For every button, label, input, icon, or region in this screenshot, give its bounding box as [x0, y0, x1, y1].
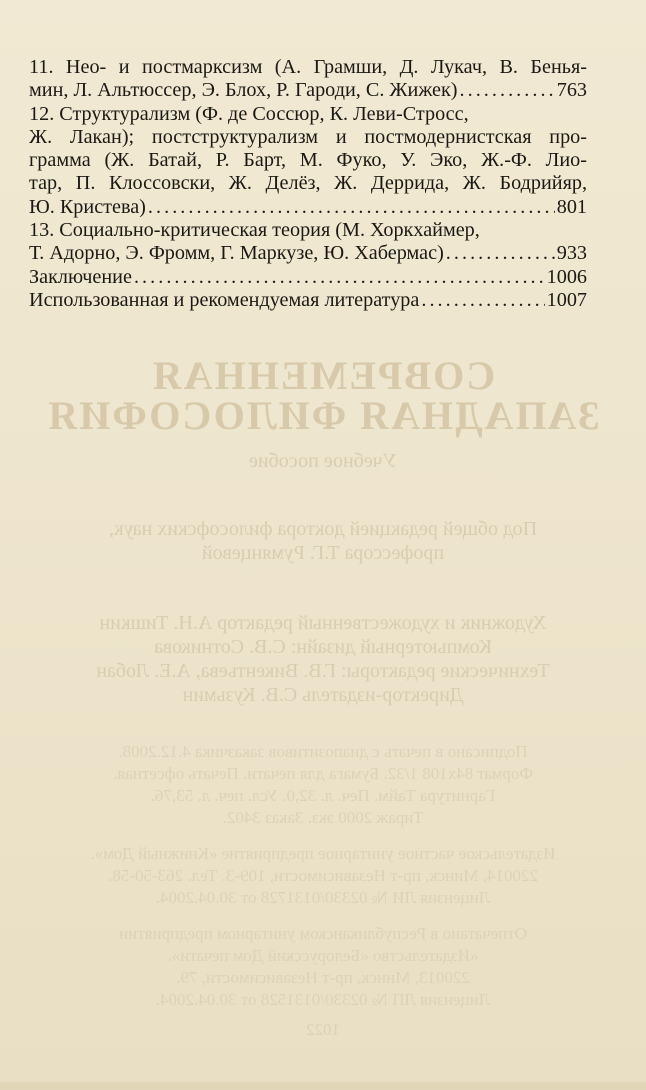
toc-entry-structuralism	[29, 103, 587, 219]
toc-line	[29, 103, 587, 126]
toc-page-number: 763	[556, 79, 587, 102]
toc-page-number: 1006	[546, 265, 587, 288]
toc-text: Т. Адорно, Э. Фромм, Г. Маркузе, Ю. Хабермас)	[29, 242, 444, 265]
toc-text: Ж. Лакан); постструктурализм и постмодернистская про-	[29, 125, 587, 148]
toc-text: 11. Нео- и постмарксизм (А. Грамши, Д. Лукач, В. Бенья-	[29, 56, 587, 78]
ghost-line: Лицензия ЛП № 02330/0131528 от 30.04.2004.	[155, 990, 491, 1009]
toc-line	[29, 196, 587, 219]
ghost-line: Отпечатано в Республиканском унитарном предприятии	[119, 924, 527, 943]
ghost-line: «Издательство «Белорусский Дом печати».	[167, 946, 479, 965]
toc-line	[29, 266, 587, 289]
dot-leader	[421, 289, 544, 312]
toc-page-number: 801	[556, 195, 587, 218]
ghost-line: ЗАПАДНАЯ ФИЛОСОФИЯ	[46, 393, 600, 438]
ghost-line: Подписано в печать с диапозитивов заказчика 4.12.2008.	[118, 742, 528, 761]
ghost-line: Учебное пособие	[249, 450, 397, 472]
toc-line	[29, 149, 587, 172]
toc-line	[29, 289, 587, 312]
toc-text: Ю. Кристева)	[29, 195, 146, 218]
toc-line	[29, 172, 587, 195]
toc-entry-literature	[29, 289, 587, 312]
ghost-line: Компьютерный дизайн: С.В. Сотникова	[154, 636, 492, 658]
toc-page-number: 933	[556, 242, 587, 265]
ghost-line: Формат 84х108 1/32. Бумага для печати. Печать офсетная.	[113, 764, 533, 783]
ghost-line: 1022	[306, 1020, 340, 1039]
toc-text: 12. Структурализм (Ф. де Соссюр, К. Леви-Стросс,	[29, 102, 469, 125]
toc-line	[29, 126, 587, 149]
ghost-line: Технические редакторы: Г.В. Викентьева, А.Е. Лобан	[96, 660, 550, 682]
dot-leader	[460, 79, 555, 102]
ghost-line: Под общей редакцией доктора философских наук,	[108, 518, 538, 540]
ghost-line: Тираж 2000 экз. Заказ 3402.	[222, 808, 424, 827]
toc-page-number: 1007	[546, 288, 587, 311]
ghost-line: Издательское частное унитарное предприятие «Книжный Дом».	[90, 844, 556, 863]
toc-text: 13. Социально-критическая теория (М. Хоркхаймер,	[29, 219, 480, 242]
dot-leader	[148, 196, 555, 219]
toc-text: грамма (Ж. Батай, Р. Барт, М. Фуко, У. Эко, Ж.-Ф. Лио-	[29, 149, 587, 172]
toc-text: Использованная и рекомендуемая литература	[29, 288, 420, 311]
toc-line	[29, 242, 587, 265]
page-bottom-edge	[0, 1082, 646, 1090]
ghost-line: 220013, Минск, пр-т Независимости, 79.	[176, 968, 470, 987]
ghost-line: Художник и художественный редактор А.Н. Тишкин	[99, 612, 547, 634]
toc-line	[29, 56, 587, 79]
toc-entry-conclusion	[29, 266, 587, 289]
toc-entry-neo-marxism	[29, 56, 587, 103]
toc-line	[29, 79, 587, 102]
toc-line	[29, 219, 587, 242]
ghost-line: Гарнитура Тайм. Печ. л. 32,0. Усл. печ. л. 53,76.	[150, 786, 496, 805]
dot-leader	[134, 266, 545, 289]
dot-leader	[446, 242, 555, 265]
reverse-side-show-through	[0, 330, 646, 1050]
toc-text: тар, П. Клоссовски, Ж. Делёз, Ж. Деррида, Ж. Бодрийяр,	[29, 172, 587, 195]
ghost-line: Лицензия ЛИ № 02330/0131728 от 30.04.2004.	[155, 888, 491, 907]
toc-entry-critical-theory	[29, 219, 587, 266]
ghost-line: СОВРЕМЕННАЯ	[150, 353, 496, 398]
ghost-line: 220014, Минск, пр-т Независимости, 109-3. Тел. 263-50-58.	[108, 866, 538, 885]
ghost-line: профессора Т.Г. Румянцевой	[201, 542, 445, 564]
toc-text: мин, Л. Альтюссер, Э. Блох, Р. Гароди, С. Жижек)	[29, 79, 458, 102]
ghost-line: Директор-издатель С.В. Кузьмин	[182, 684, 464, 706]
toc-text: Заключение	[29, 265, 132, 288]
table-of-contents	[29, 56, 587, 312]
